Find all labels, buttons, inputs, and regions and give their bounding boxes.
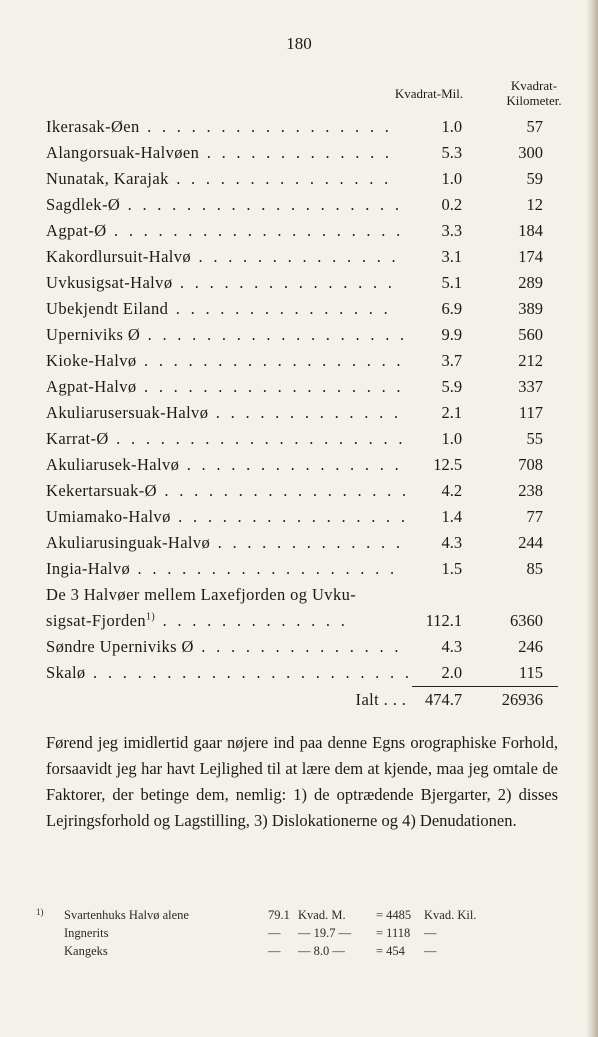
row-name: Søndre Uperniviks Ø [46,637,194,656]
row-kvadrat-mil: 4.3 [441,637,463,656]
row-name-cell [46,114,412,140]
row-name-cell [46,452,412,478]
row-kvadrat-mil: 0.2 [441,195,463,214]
footnote-mark [36,924,64,942]
dot-leader: . . . . . . . . . . . . . . . . . . . . [108,429,406,448]
table-row [46,114,558,140]
row-kvadrat-km: 57 [526,117,543,136]
total-kvadrat-mil: 474.7 [425,690,463,709]
row-kvadrat-km: 174 [518,247,543,266]
table-row [46,348,558,374]
footnotes [36,906,536,960]
row-kvadrat-km: 212 [518,351,543,370]
table-row [46,192,558,218]
table-row [46,140,558,166]
footnote-value-c: = 454 [376,944,405,958]
dot-leader: . . . . . . . . . . . . . [208,403,402,422]
dot-leader: . . . . . . . . . . . . . . . . [170,507,409,526]
row-name-cell [46,660,412,687]
dot-leader: . . . . . . . . . . . . . . . . . . [140,325,408,344]
row-kvadrat-km: 244 [518,533,543,552]
table-row [46,374,558,400]
row-kvadrat-mil: 9.9 [441,325,463,344]
row-name: Ubekjendt Eiland [46,299,169,318]
row-name-cell [46,634,412,660]
row-kvadrat-mil: 1.0 [441,429,463,448]
row-name-cell [46,504,412,530]
row-name: Agpat-Ø [46,221,107,240]
row-name-cell [46,400,412,426]
footnote-name: Svartenhuks Halvø alene [64,908,189,922]
table-row [46,426,558,452]
footnote-line [36,906,536,924]
row-name: Kekertarsuak-Ø [46,481,157,500]
row-name: Sagdlek-Ø [46,195,121,214]
column-header-kvadrat-kilometer-line1: Kvadrat- [510,78,558,93]
dot-leader: . . . . . . . . . . . . . . . . . . . . . . [85,663,413,683]
row-kvadrat-mil: 2.1 [441,403,463,422]
row-name-cell [46,478,412,504]
row-name-cell [46,166,412,192]
row-name: Skalø [46,663,86,683]
row-kvadrat-km: 184 [518,221,543,240]
page-edge-shadow [586,0,598,1037]
dot-leader: . . . . . . . . . . . . . [199,143,393,162]
row-kvadrat-mil: 5.1 [441,273,463,292]
footnote-value-d: — [424,944,437,958]
row-kvadrat-mil: 6.9 [441,299,463,318]
footnote-name: Ingnerits [64,926,109,940]
dot-leader: . . . . . . . . . . . . . . . [168,169,392,188]
row-kvadrat-km: 59 [526,169,543,188]
footnote-value-d: — [424,926,437,940]
row-kvadrat-mil: 112.1 [425,611,463,630]
footnote-mark: 1) [36,907,44,917]
footnote-ref: 1) [146,611,156,623]
table-row [46,296,558,322]
table-row-multiline-line1 [46,582,558,608]
row-name: Akuliarusinguak-Halvø [46,533,211,552]
row-kvadrat-km: 6360 [510,611,543,630]
footnote-line [36,924,536,942]
row-name: Umiamako-Halvø [46,507,171,526]
row-name: De 3 Halvøer mellem Laxefjorden og Uvku- [46,585,357,604]
footnote-value-c: = 1118 [376,926,411,940]
footnote-value-d: Kvad. Kil. [424,908,477,922]
row-name: Uvkusigsat-Halvø [46,273,173,292]
row-kvadrat-km: 115 [492,660,558,687]
row-kvadrat-km: 238 [518,481,543,500]
dot-leader: . . . . . . . . . . . . . . . . . [156,481,410,500]
total-label: Ialt . . . [355,689,407,709]
dot-leader: . . . . . . . . . . . . . . . [179,455,403,474]
row-name: Kakordlursuit-Halvø [46,247,192,266]
row-kvadrat-km: 85 [526,559,543,578]
table-row [46,166,558,192]
table-row [46,504,558,530]
footnote-value-b: Kvad. M. [298,908,346,922]
table-row [46,478,558,504]
area-table-body [46,114,558,713]
footnote-value-b: — 19.7 — [298,926,352,940]
row-kvadrat-mil: 1.0 [441,117,463,136]
table-row [46,556,558,582]
row-kvadrat-km: 246 [518,637,543,656]
dot-leader: . . . . . . . . . . . . . . . [168,299,392,318]
row-kvadrat-mil: 3.3 [441,221,463,240]
row-kvadrat-mil: 5.9 [441,377,463,396]
dot-leader: . . . . . . . . . . . . . . . . . . [130,559,398,578]
row-name: Karrat-Ø [46,429,109,448]
table-row [46,452,558,478]
area-table [46,114,558,713]
row-name-cell [46,270,412,296]
row-kvadrat-mil: 12.5 [433,455,463,474]
row-name: Nunatak, Karajak [46,169,169,188]
column-header-kvadrat-kilometer-line2: Kilometer. [506,93,562,108]
body-paragraph: Førend jeg imidlertid gaar nøjere ind paa denne Egns orographiske Forhold, forsaavidt jeg har havt Lejlighed til at lære dem at kjende, maa jeg omtale de Faktorer, der betinge dem, nemlig: 1) de optrædende Bjergarter, 2) disses Lejringsforhold og Lagstilling, 3) Dislokationerne og 4) Denudationen. [46,733,558,830]
column-header-kvadrat-kilometer [488,78,580,108]
dot-leader: . . . . . . . . . . . . . . [191,247,399,266]
row-name: Akuliarusek-Halvø [46,455,180,474]
row-name-cell [46,530,412,556]
row-kvadrat-km: 77 [526,507,543,526]
row-name-cell [46,608,412,634]
row-name-cell [46,218,412,244]
row-name-cell [46,556,412,582]
table-row [46,530,558,556]
row-kvadrat-mil: 1.4 [441,507,463,526]
row-kvadrat-km: 12 [526,195,543,214]
row-kvadrat-mil: 3.7 [441,351,463,370]
table-row [46,244,558,270]
row-kvadrat-km: 389 [518,299,543,318]
row-name: Alangorsuak-Halvøen [46,143,200,162]
page-number: 180 [286,34,312,53]
table-row [46,270,558,296]
dot-leader: . . . . . . . . . . . . . [210,533,404,552]
table-row [46,218,558,244]
dot-leader: . . . . . . . . . . . . . [155,611,349,630]
row-name: Ingia-Halvø [46,559,131,578]
row-name: Agpat-Halvø [46,377,137,396]
footnote-value-a: 79.1 [268,908,290,922]
row-kvadrat-km: 708 [518,455,543,474]
row-name-cell [46,322,412,348]
row-name-cell [46,244,412,270]
row-name: Kioke-Halvø [46,351,137,370]
table-row [46,634,558,660]
row-kvadrat-km: 55 [526,429,543,448]
row-kvadrat-km: 560 [518,325,543,344]
footnote-value-a: — [268,944,281,958]
footnote-mark [36,942,64,960]
dot-leader: . . . . . . . . . . . . . . . . . . [136,377,404,396]
column-header-kvadrat-mil: Kvadrat-Mil. [394,86,464,101]
row-kvadrat-mil: 5.3 [441,143,463,162]
footnote-name: Kangeks [64,944,108,958]
row-kvadrat-km: 300 [518,143,543,162]
row-kvadrat-mil: 3.1 [441,247,463,266]
row-name: Uperniviks Ø [46,325,141,344]
row-kvadrat-mil: 2.0 [412,660,492,687]
table-row-multiline-line2 [46,608,558,634]
footnote-line [36,942,536,960]
total-kvadrat-km: 26936 [501,690,543,709]
row-name-cell [46,348,412,374]
footnote-value-a: — [268,926,281,940]
table-row [46,322,558,348]
row-name-cell [46,192,412,218]
row-name-cell [46,296,412,322]
row-kvadrat-mil: 4.3 [441,533,463,552]
row-kvadrat-km: 289 [518,273,543,292]
row-name: sigsat-Fjorden [46,611,147,630]
row-kvadrat-mil: 1.5 [441,559,463,578]
dot-leader: . . . . . . . . . . . . . . . . . [139,117,393,136]
dot-leader: . . . . . . . . . . . . . . [193,637,402,656]
footnote-value-b: — 8.0 — [298,944,345,958]
table-row [46,400,558,426]
row-name-cell [46,374,412,400]
dot-leader: . . . . . . . . . . . . . . . . . . . [120,195,403,214]
dot-leader: . . . . . . . . . . . . . . . . . . [136,351,404,370]
row-name: Akuliarusersuak-Halvø [46,403,209,422]
row-kvadrat-mil: 1.0 [441,169,463,188]
dot-leader: . . . . . . . . . . . . . . . [172,273,396,292]
row-name: Ikerasak-Øen [46,117,140,136]
row-kvadrat-km: 337 [518,377,543,396]
row-kvadrat-mil: 4.2 [441,481,463,500]
row-name-cell [46,140,412,166]
table-row [46,660,558,687]
row-kvadrat-km: 117 [518,403,543,422]
footnote-value-c: = 4485 [376,908,412,922]
row-name-cell [46,426,412,452]
dot-leader: . . . . . . . . . . . . . . . . . . . . [106,221,404,240]
table-row-total [46,687,558,714]
